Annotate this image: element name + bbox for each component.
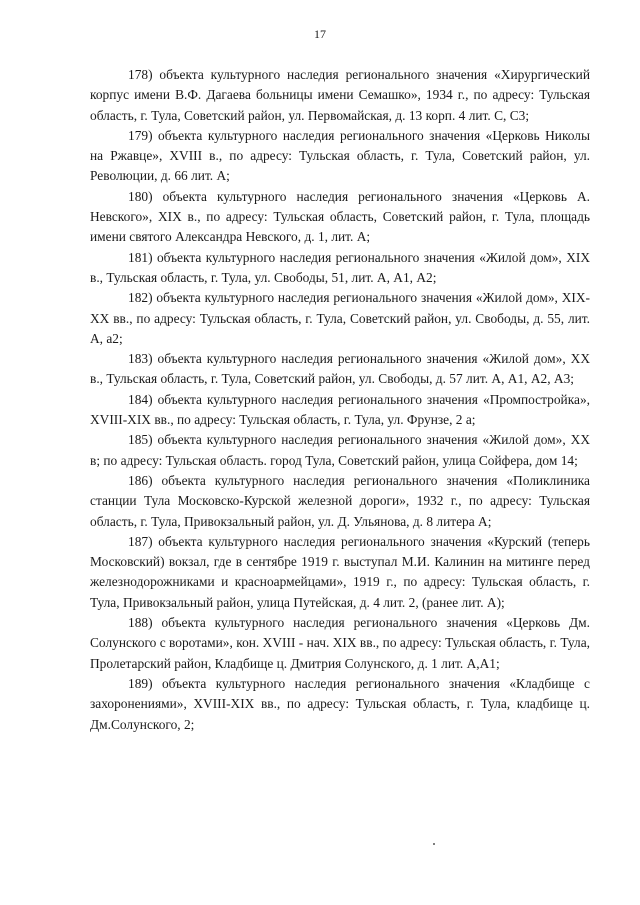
list-item-189: 189) объекта культурного наследия регионального значения «Кладбище с захоронениями», XVIII-XIX вв., по адресу: Тульская область, г. Тула, кладбище ц. Дм.Солунского, 2; bbox=[90, 675, 590, 732]
list-item-186: 186) объекта культурного наследия регионального значения «Поликлиника станции Тула Московско-Курской железной дороги», 1932 г., по адресу: Тульская область, г. Тула, Привокзальный район, ул. Д. Ульянова, д. 8 литера А; bbox=[90, 472, 590, 529]
list-item-181: 181) объекта культурного наследия регионального значения «Жилой дом», XIX в., Тульская область, г. Тула, ул. Свободы, 51, лит. А, А1, А2; bbox=[90, 249, 590, 285]
list-item-188: 188) объекта культурного наследия регионального значения «Церковь Дм. Солунского с воротами», кон. XVIII - нач. XIX вв., по адресу: Тульская область, г. Тула, Пролетарский район, Кладбище ц. Дмитрия Солунского, д. 1 лит. А,А1; bbox=[90, 615, 590, 671]
list-item-183: 183) объекта культурного наследия регионального значения «Жилой дом», XX в., Тульская область, г. Тула, Советский район, ул. Свободы, д. 57 лит. А, А1, А2, А3; bbox=[90, 351, 590, 387]
list-item-179: 179) объекта культурного наследия регионального значения «Церковь Николы на Ржавце», XVIII в., по адресу: Тульская область, г. Тула, Советский район, ул. Революции, д. 66 лит. А; bbox=[90, 127, 590, 184]
list-item-180: 180) объекта культурного наследия регионального значения «Церковь А. Невского», XIX в., по адресу: Тульская область, Советский район, г. Тула, площадь имени святого Александра Невского, д. 1, лит. А; bbox=[90, 188, 590, 245]
scan-dot bbox=[433, 843, 435, 845]
list-item-182: 182) объекта культурного наследия регионального значения «Жилой дом», XIX-XX вв., по адресу: Тульская область, г. Тула, Советский район, ул. Свободы, д. 55, лит. А, а2; bbox=[90, 290, 590, 346]
list-item-185: 185) объекта культурного наследия регионального значения «Жилой дом», XX в; по адресу: Тульская область. город Тула, Советский район, улица Сойфера, дом 14; bbox=[90, 432, 590, 468]
list-item-184: 184) объекта культурного наследия регионального значения «Промпостройка», XVIII-XIX вв., по адресу: Тульская область, г. Тула, ул. Фрунзе, 2 а; bbox=[90, 391, 590, 428]
list-item-187: 187) объекта культурного наследия регионального значения «Курский (теперь Московский) вокзал, где в сентябре 1919 г. выступал М.И. Калинин на митинге перед железнодорожниками и красноармейцами», 1919 г., по адресу: Тульская область, г. Тула, Привокзальный район, улица Путейская, д. 4 лит. 2, (ранее лит. А); bbox=[90, 533, 590, 610]
list-item-178: 178) объекта культурного наследия регионального значения «Хирургический корпус имени В.Ф. Дагаева больницы имени Семашко», 1934 г., по адресу: Тульская область, г. Тула, Советский район, ул. Первомайская, д. 13 корп. 4 лит. С, С3; bbox=[90, 67, 590, 123]
page-number: 17 bbox=[314, 27, 326, 41]
